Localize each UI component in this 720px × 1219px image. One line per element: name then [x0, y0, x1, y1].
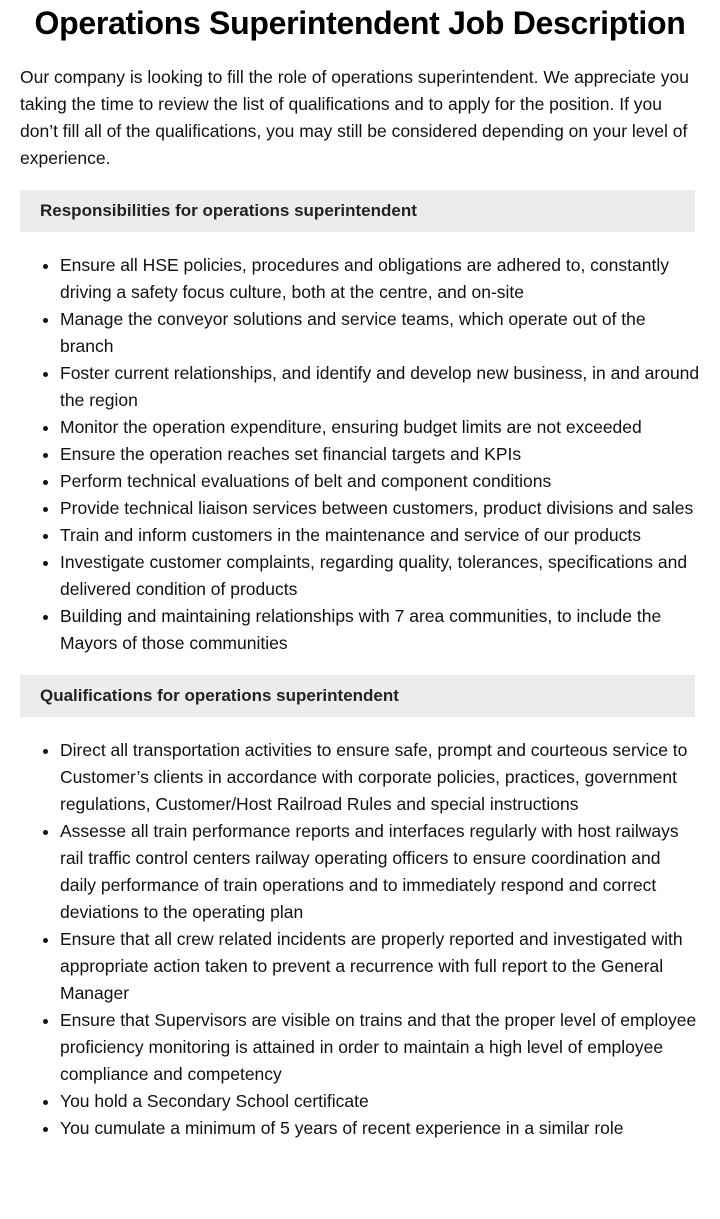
list-item: • Perform technical evaluations of belt and component conditions: [60, 468, 700, 495]
responsibilities-list: [0, 252, 700, 657]
intro-paragraph: Our company is looking to fill the role of operations superintendent. We appreciate you taking the time to review the list of qualifications and to apply for the position. If you don’t fill all of the qualifications, you may still be considered depending on your level of experience.: [20, 67, 689, 168]
list-item: • Monitor the operation expenditure, ensuring budget limits are not exceeded: [60, 414, 700, 441]
qualifications-heading: Qualifications for operations superintendent: [20, 675, 695, 717]
list-item: • Ensure all HSE policies, procedures and obligations are adhered to, constantly driving a safety focus culture, both at the centre, and on-site: [60, 252, 700, 306]
list-item: • Train and inform customers in the maintenance and service of our products: [60, 522, 700, 549]
list-item: • Ensure that all crew related incidents are properly reported and investigated with appropriate action taken to prevent a recurrence with full report to the General Manager: [60, 926, 700, 1007]
list-item: • Ensure that Supervisors are visible on trains and that the proper level of employee proficiency monitoring is attained in order to maintain a high level of employee compliance and competency: [60, 1007, 700, 1088]
list-item: • Ensure the operation reaches set financial targets and KPIs: [60, 441, 700, 468]
list-item: • Provide technical liaison services between customers, product divisions and sales: [60, 495, 700, 522]
list-item: • You cumulate a minimum of 5 years of recent experience in a similar role: [60, 1115, 700, 1142]
list-item: • Investigate customer complaints, regarding quality, tolerances, specifications and delivered condition of products: [60, 549, 700, 603]
qualifications-list: [0, 737, 700, 1142]
page-title: Operations Superintendent Job Description: [34, 5, 686, 41]
list-item: • You hold a Secondary School certificate: [60, 1088, 700, 1115]
list-item: • Building and maintaining relationships with 7 area communities, to include the Mayors of those communities: [60, 603, 700, 657]
responsibilities-heading: Responsibilities for operations superintendent: [20, 190, 695, 232]
list-item: • Assesse all train performance reports and interfaces regularly with host railways rail traffic control centers railway operating officers to ensure coordination and daily performance of train operations and to immediately respond and correct deviations to the operating plan: [60, 818, 700, 926]
list-item: • Direct all transportation activities to ensure safe, prompt and courteous service to Customer’s clients in accordance with corporate policies, practices, government regulations, Customer/Host Railroad Rules and special instructions: [60, 737, 700, 818]
list-item: • Foster current relationships, and identify and develop new business, in and around the region: [60, 360, 700, 414]
list-item: • Manage the conveyor solutions and service teams, which operate out of the branch: [60, 306, 700, 360]
